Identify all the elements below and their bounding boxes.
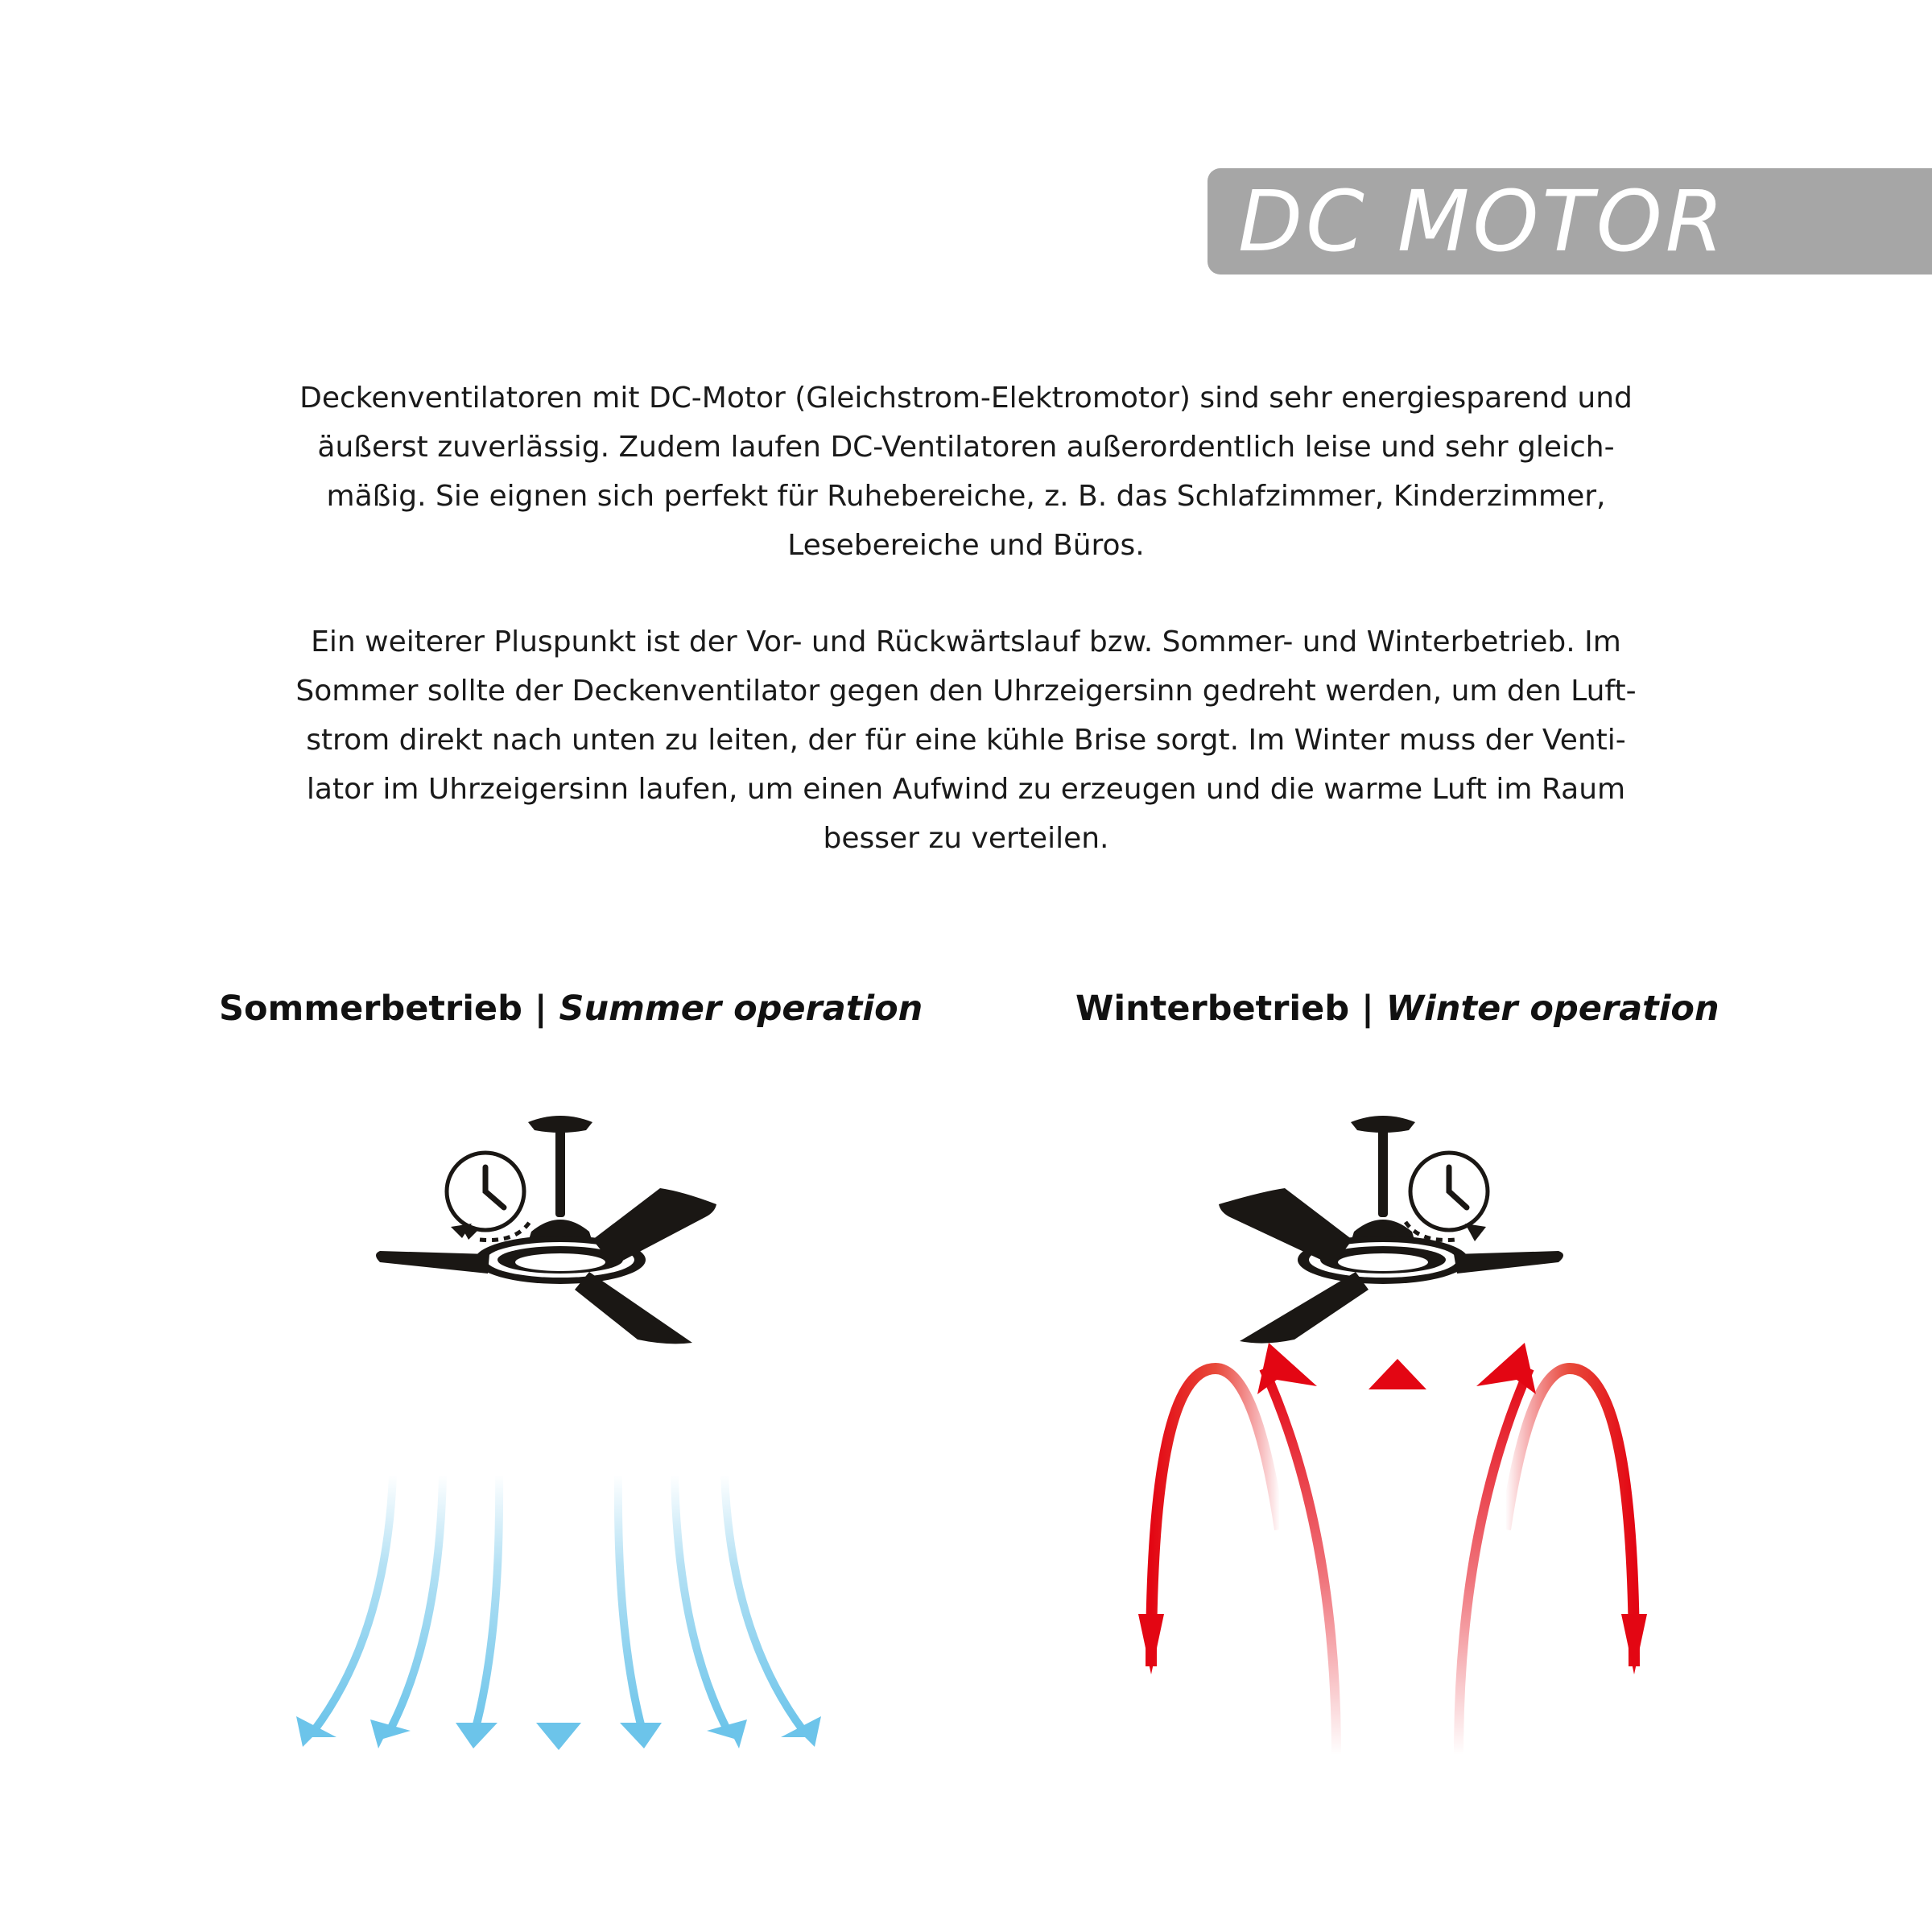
operation-paragraph bbox=[266, 617, 1666, 863]
winter-heading-en: Winter operation bbox=[1385, 989, 1719, 1029]
clock-rotation-icon bbox=[1406, 1153, 1488, 1241]
summer-heading-de: Sommerbetrieb | bbox=[219, 989, 559, 1029]
winter-heading-de: Winterbetrieb | bbox=[1075, 989, 1386, 1029]
paragraph-line: Ein weiterer Pluspunkt ist der Vor- und Rückwärtslauf bzw. Sommer- und Winterbetrieb. Im bbox=[311, 625, 1621, 658]
page-title: DC MOTOR bbox=[1238, 172, 1727, 270]
airflow-up-arrows-icon bbox=[1138, 1343, 1647, 1755]
intro-paragraph bbox=[266, 374, 1666, 570]
paragraph-line: Sommer sollte der Deckenventilator gegen den Uhrzeigersinn gedreht werden, um den Luft- bbox=[295, 675, 1637, 708]
winter-diagram bbox=[1127, 1111, 1674, 1779]
paragraph-line: Deckenventilatoren mit DC-Motor (Gleichstrom-Elektromotor) sind sehr energiesparend und bbox=[299, 382, 1633, 415]
paragraph-line: mäßig. Sie eignen sich perfekt für Ruhebereiche, z. B. das Schlafzimmer, Kinderzimmer, bbox=[326, 480, 1606, 513]
paragraph-line: Lesebereiche und Büros. bbox=[787, 529, 1145, 562]
paragraph-line: lator im Uhrzeigersinn laufen, um einen Aufwind zu erzeugen und die warme Luft im Raum bbox=[306, 773, 1626, 806]
summer-heading bbox=[219, 989, 923, 1029]
title-bar bbox=[1208, 168, 1932, 275]
winter-heading bbox=[1075, 989, 1719, 1029]
clock-rotation-icon bbox=[447, 1153, 530, 1241]
airflow-down-arrows-icon bbox=[296, 1475, 821, 1750]
summer-heading-en: Summer operation bbox=[559, 989, 923, 1029]
ceiling-fan-icon bbox=[376, 1116, 716, 1344]
paragraph-line: äußerst zuverlässig. Zudem laufen DC-Ventilatoren außerordentlich leise und sehr gleich- bbox=[317, 431, 1615, 464]
ceiling-fan-icon bbox=[1219, 1116, 1563, 1344]
paragraph-line: strom direkt nach unten zu leiten, der für eine kühle Brise sorgt. Im Winter muss der Venti- bbox=[306, 724, 1626, 757]
summer-diagram bbox=[290, 1111, 837, 1755]
paragraph-line: besser zu verteilen. bbox=[823, 822, 1109, 855]
